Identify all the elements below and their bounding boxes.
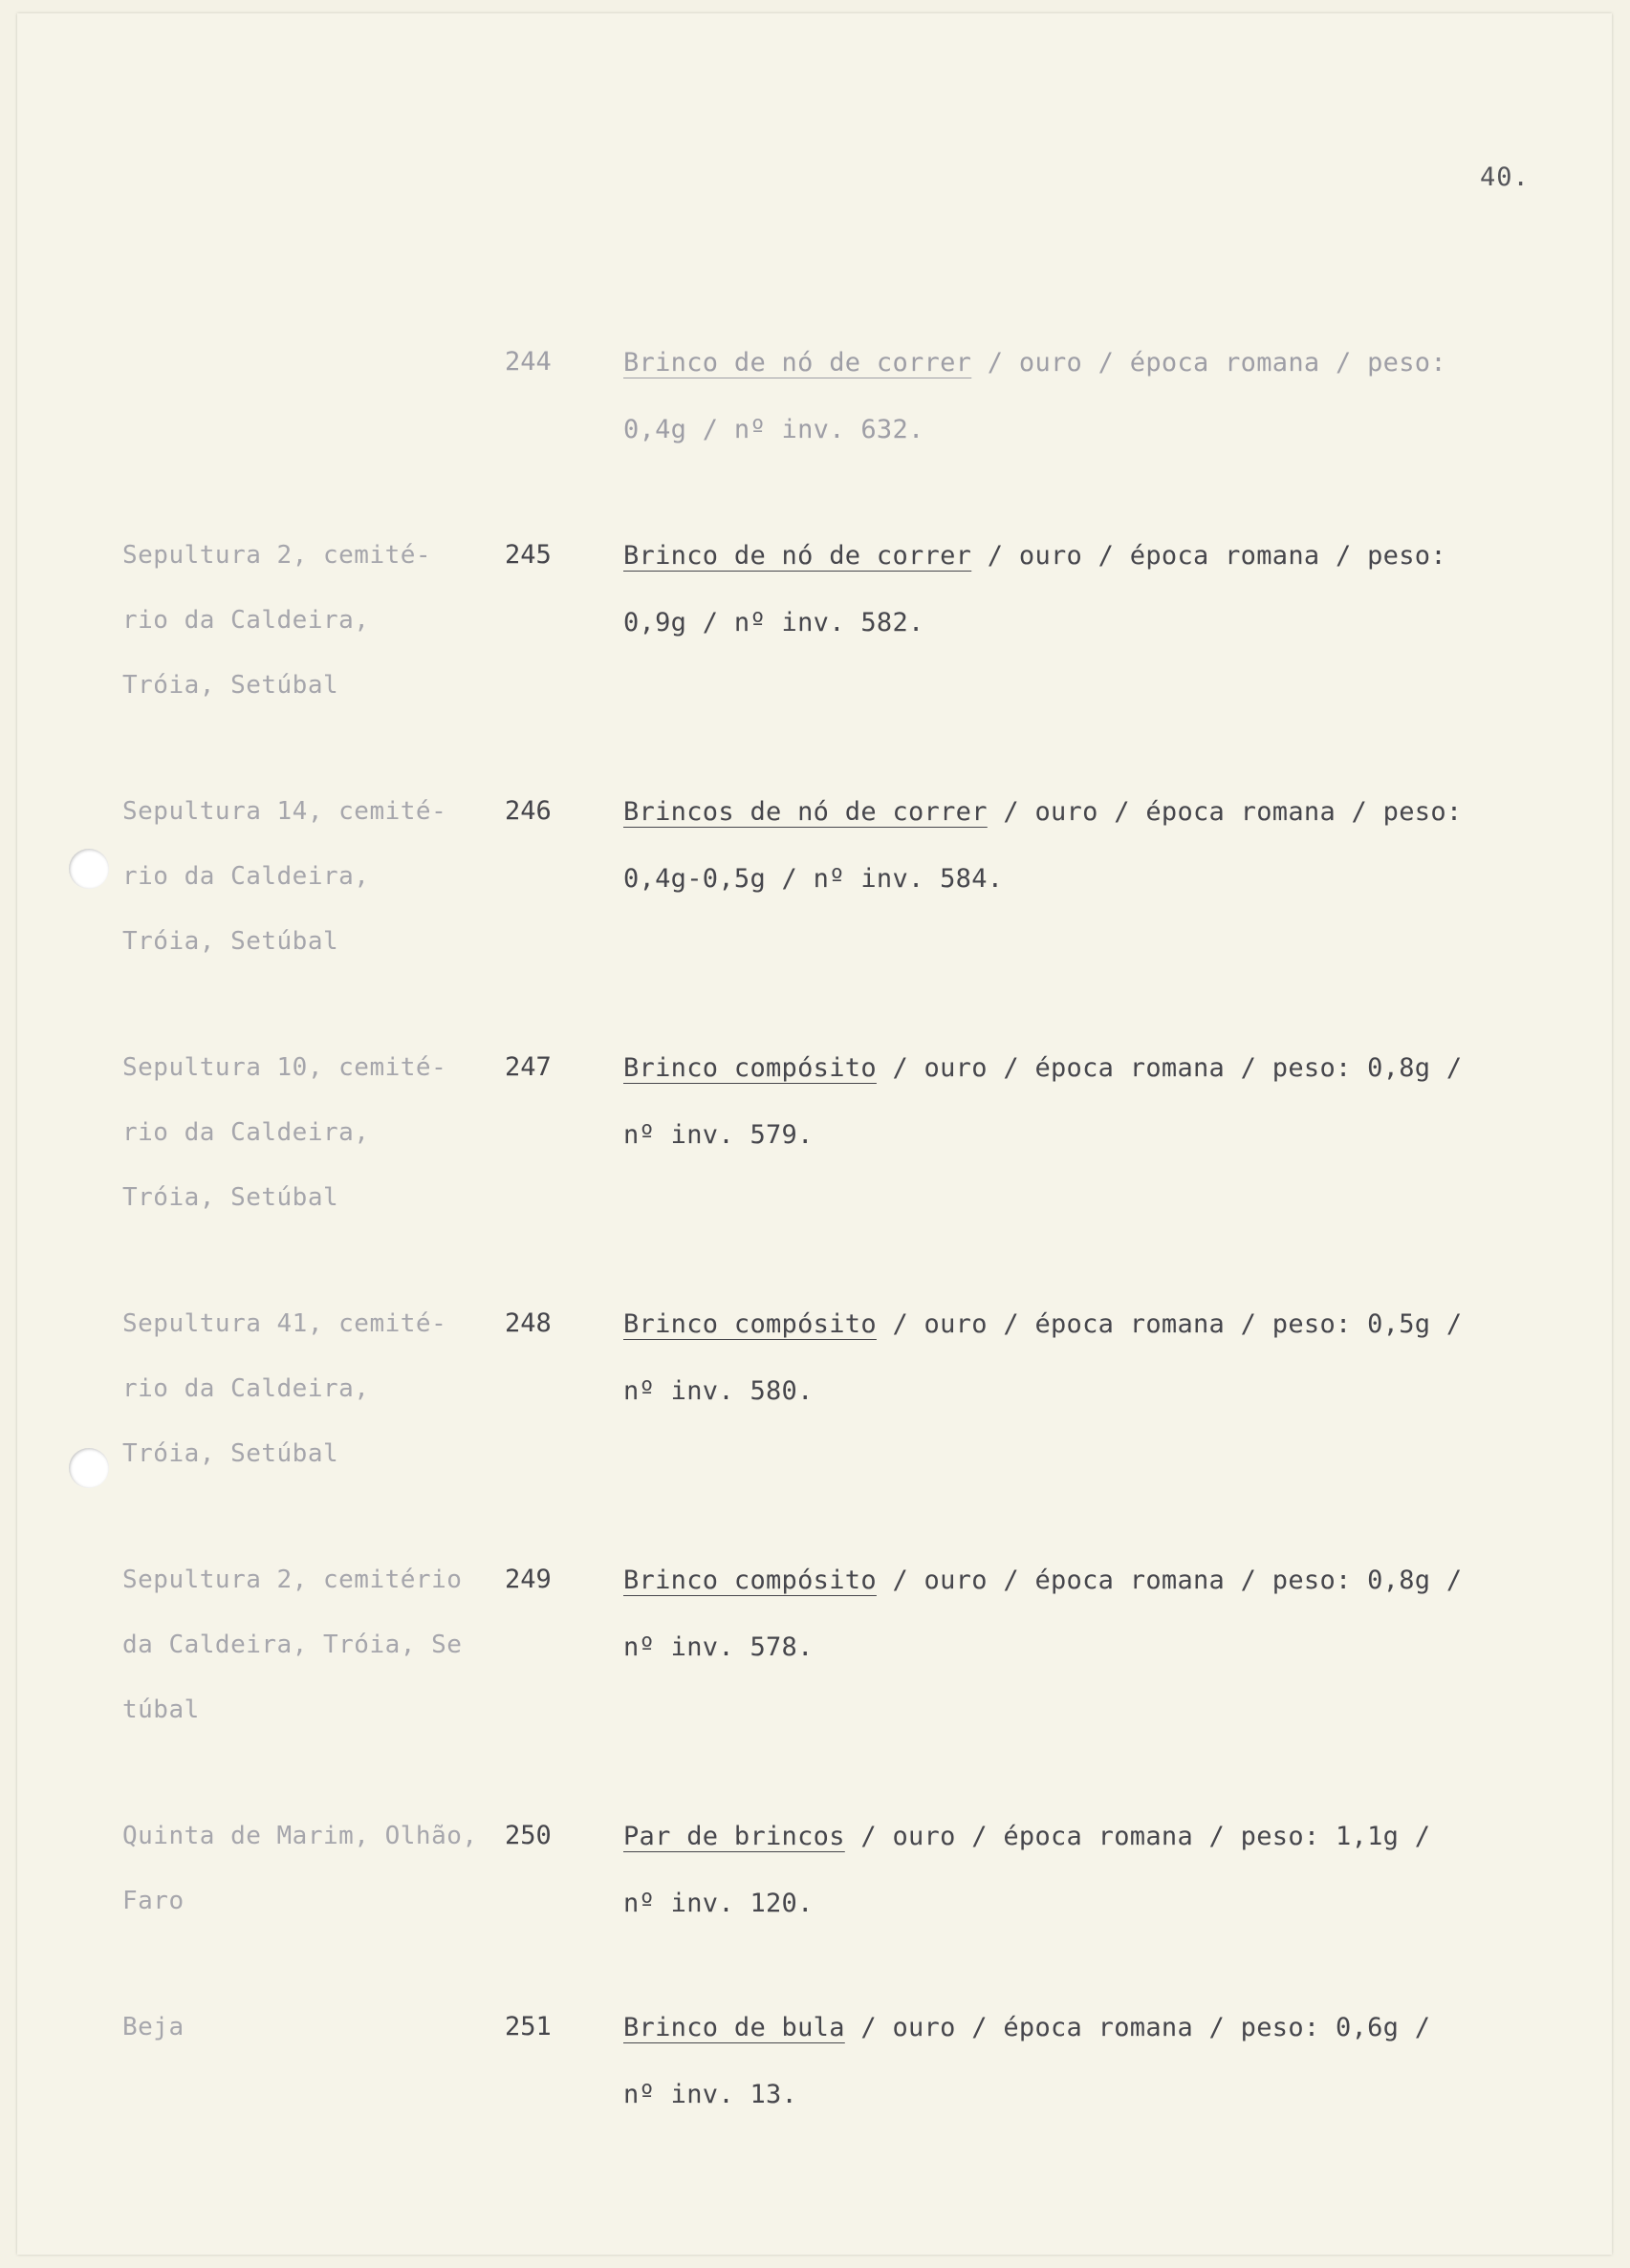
entry-details: / ouro / época romana / peso: 0,5g / — [876, 1309, 1463, 1339]
entry-title: Brinco compósito — [623, 1566, 877, 1595]
page-number: 40. — [1480, 162, 1530, 192]
entry-details: / ouro / época romana / peso: — [971, 541, 1446, 571]
entry-number: 248 — [505, 1308, 552, 1338]
entry-number: 250 — [505, 1821, 552, 1850]
entry-number: 251 — [505, 2012, 552, 2041]
entry-location: Sepultura 10, cemité- rio da Caldeira, Tróia, Setúbal — [122, 1053, 447, 1212]
entry-details-line2: nº inv. 13. — [623, 2080, 798, 2109]
entry-details-line2: nº inv. 120. — [623, 1889, 814, 1918]
entry-details: / ouro / época romana / peso: 0,6g / — [844, 2013, 1431, 2042]
entry-details: / ouro / época romana / peso: 0,8g / — [876, 1566, 1463, 1595]
punch-hole — [69, 1448, 109, 1488]
entry-location: Sepultura 2, cemitério da Caldeira, Tróia, Se túbal — [122, 1566, 463, 1724]
entry-title: Brincos de nó de correr — [623, 797, 988, 827]
entry-description — [623, 523, 1484, 657]
entry-description — [623, 330, 1484, 464]
entry-details: / ouro / época romana / peso: 0,8g / — [876, 1053, 1463, 1083]
entry-title: Brinco compósito — [623, 1053, 877, 1083]
punch-hole — [69, 849, 109, 889]
entry-description — [623, 1804, 1484, 1937]
entry-number: 247 — [505, 1052, 552, 1082]
entry-number: 245 — [505, 540, 552, 570]
entry-description — [623, 779, 1484, 913]
entry-title: Par de brincos — [623, 1822, 845, 1851]
entry-details-line2: 0,9g / nº inv. 582. — [623, 608, 924, 637]
entry-title: Brinco de nó de correr — [623, 541, 972, 571]
entry-location: Sepultura 14, cemité- rio da Caldeira, Tróia, Setúbal — [122, 797, 447, 956]
entry-number: 249 — [505, 1565, 552, 1594]
entry-details: / ouro / época romana / peso: — [971, 348, 1446, 378]
entry-details-line2: 0,4g / nº inv. 632. — [623, 415, 924, 444]
entry-location: Sepultura 41, cemité- rio da Caldeira, Tróia, Setúbal — [122, 1309, 447, 1468]
entry-title: Brinco compósito — [623, 1309, 877, 1339]
entry-description — [623, 1035, 1484, 1169]
entry-details: / ouro / época romana / peso: 1,1g / — [844, 1822, 1431, 1851]
entry-details-line2: 0,4g-0,5g / nº inv. 584. — [623, 864, 1004, 894]
entry-location: Quinta de Marim, Olhão, Faro — [122, 1822, 478, 1915]
entry-description — [623, 1291, 1484, 1425]
entry-details-line2: nº inv. 580. — [623, 1376, 814, 1406]
entry-location: Sepultura 2, cemité- rio da Caldeira, Tróia, Setúbal — [122, 541, 432, 700]
entry-number: 244 — [505, 347, 552, 377]
entry-number: 246 — [505, 796, 552, 826]
entry-details-line2: nº inv. 579. — [623, 1120, 814, 1150]
entry-title: Brinco de bula — [623, 2013, 845, 2042]
entry-details: / ouro / época romana / peso: — [987, 797, 1463, 827]
entry-title: Brinco de nó de correr — [623, 348, 972, 378]
entry-description — [623, 1995, 1484, 2128]
entry-description — [623, 1547, 1484, 1681]
entry-details-line2: nº inv. 578. — [623, 1632, 814, 1662]
entry-location: Beja — [122, 2013, 185, 2041]
